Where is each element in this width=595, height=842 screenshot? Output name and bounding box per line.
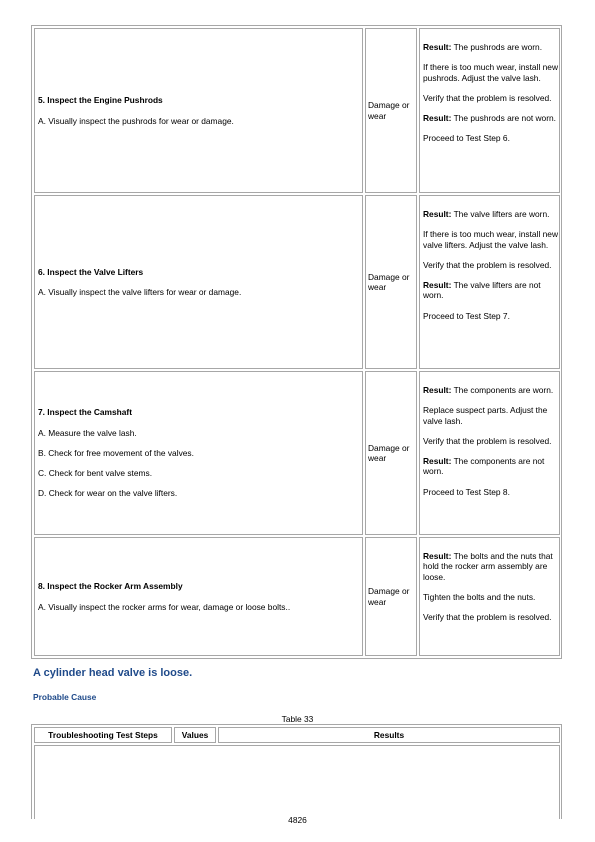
result-label: Result: <box>423 385 452 395</box>
result-text: Verify that the problem is resolved. <box>423 612 552 623</box>
result-paragraph <box>423 93 558 103</box>
step-instruction: D. Check for wear on the valve lifters. <box>38 488 178 499</box>
step-instruction: C. Check for bent valve stems. <box>38 468 153 479</box>
value-text: Damage or wear <box>368 100 410 121</box>
result-paragraph <box>423 260 558 270</box>
result-paragraph <box>423 133 558 143</box>
step-content <box>38 371 359 535</box>
result-label: Result: <box>423 209 452 219</box>
result-text: The valve lifters are not worn. <box>423 280 541 301</box>
result-label: Result: <box>423 280 452 291</box>
table-caption: Table 33 <box>281 714 314 724</box>
result-paragraph <box>423 209 558 219</box>
result-text: Verify that the problem is resolved. <box>423 259 552 270</box>
page-number: 4826 <box>288 815 307 825</box>
value-text: Damage or wear <box>368 442 410 463</box>
result-text: Replace suspect parts. Adjust the valve lash. <box>423 405 548 426</box>
values-content <box>368 195 415 369</box>
result-paragraph <box>423 280 558 301</box>
result-paragraph <box>423 113 558 123</box>
result-paragraph <box>423 385 558 395</box>
results-content <box>423 209 558 321</box>
result-paragraph <box>423 42 558 52</box>
probable-cause-heading: Probable Cause <box>33 692 97 702</box>
value-text: Damage or wear <box>368 586 410 607</box>
step-instruction: A. Measure the valve lash. <box>38 427 137 438</box>
values-content <box>368 28 415 193</box>
result-text: Proceed to Test Step 7. <box>423 310 510 321</box>
value-text: Damage or wear <box>368 271 410 292</box>
result-paragraph <box>423 436 558 446</box>
result-paragraph <box>423 456 558 477</box>
results-content <box>423 385 558 497</box>
result-text: Verify that the problem is resolved. <box>423 435 552 446</box>
result-label: Result: <box>423 456 452 467</box>
result-text: The components are not worn. <box>423 456 545 477</box>
result-paragraph <box>423 405 558 426</box>
results-content <box>423 551 558 622</box>
results-content <box>423 42 558 144</box>
result-label: Result: <box>423 42 452 52</box>
values-content <box>368 537 415 656</box>
step-instruction: B. Check for free movement of the valves. <box>38 447 194 458</box>
result-label: Result: <box>423 551 452 561</box>
header-values: Values <box>174 727 216 743</box>
result-text: The pushrods are not worn. <box>451 113 556 124</box>
result-paragraph <box>423 487 558 497</box>
step-instruction: A. Visually inspect the pushrods for wear or damage. <box>38 115 234 126</box>
result-paragraph <box>423 311 558 321</box>
header-results: Results <box>218 727 560 743</box>
step-content <box>38 537 359 656</box>
result-label: Result: <box>423 113 452 124</box>
result-text: Tighten the bolts and the nuts. <box>423 591 536 602</box>
step-title: 8. Inspect the Rocker Arm Assembly <box>38 581 183 592</box>
result-text: If there is too much wear, install new valve lifters. Adjust the valve lash. <box>423 229 558 250</box>
result-paragraph <box>423 551 558 582</box>
result-text: Proceed to Test Step 8. <box>423 486 510 497</box>
result-paragraph <box>423 229 558 250</box>
step-title: 7. Inspect the Camshaft <box>38 407 133 418</box>
header-test-steps: Troubleshooting Test Steps <box>34 727 172 743</box>
step-title: 6. Inspect the Valve Lifters <box>38 266 144 277</box>
result-text: Verify that the problem is resolved. <box>423 92 552 103</box>
step-content <box>38 195 359 369</box>
step-content <box>38 28 359 193</box>
result-text: The components are worn. <box>451 385 554 395</box>
result-paragraph <box>423 62 558 83</box>
result-paragraph <box>423 592 558 602</box>
result-text: If there is too much wear, install new pushrods. Adjust the valve lash. <box>423 62 558 83</box>
values-content <box>368 371 415 535</box>
result-text: The bolts and the nuts that hold the rocker arm assembly are loose. <box>423 551 553 582</box>
step-instruction: A. Visually inspect the valve lifters for wear or damage. <box>38 287 242 297</box>
section-heading: A cylinder head valve is loose. <box>33 667 193 679</box>
step-instruction: A. Visually inspect the rocker arms for wear, damage or loose bolts.. <box>38 601 291 612</box>
result-text: The valve lifters are worn. <box>451 209 550 219</box>
step-title: 5. Inspect the Engine Pushrods <box>38 95 163 106</box>
result-text: Proceed to Test Step 6. <box>423 133 510 144</box>
table-33-body <box>34 745 560 819</box>
result-text: The pushrods are worn. <box>451 42 543 52</box>
result-paragraph <box>423 612 558 622</box>
